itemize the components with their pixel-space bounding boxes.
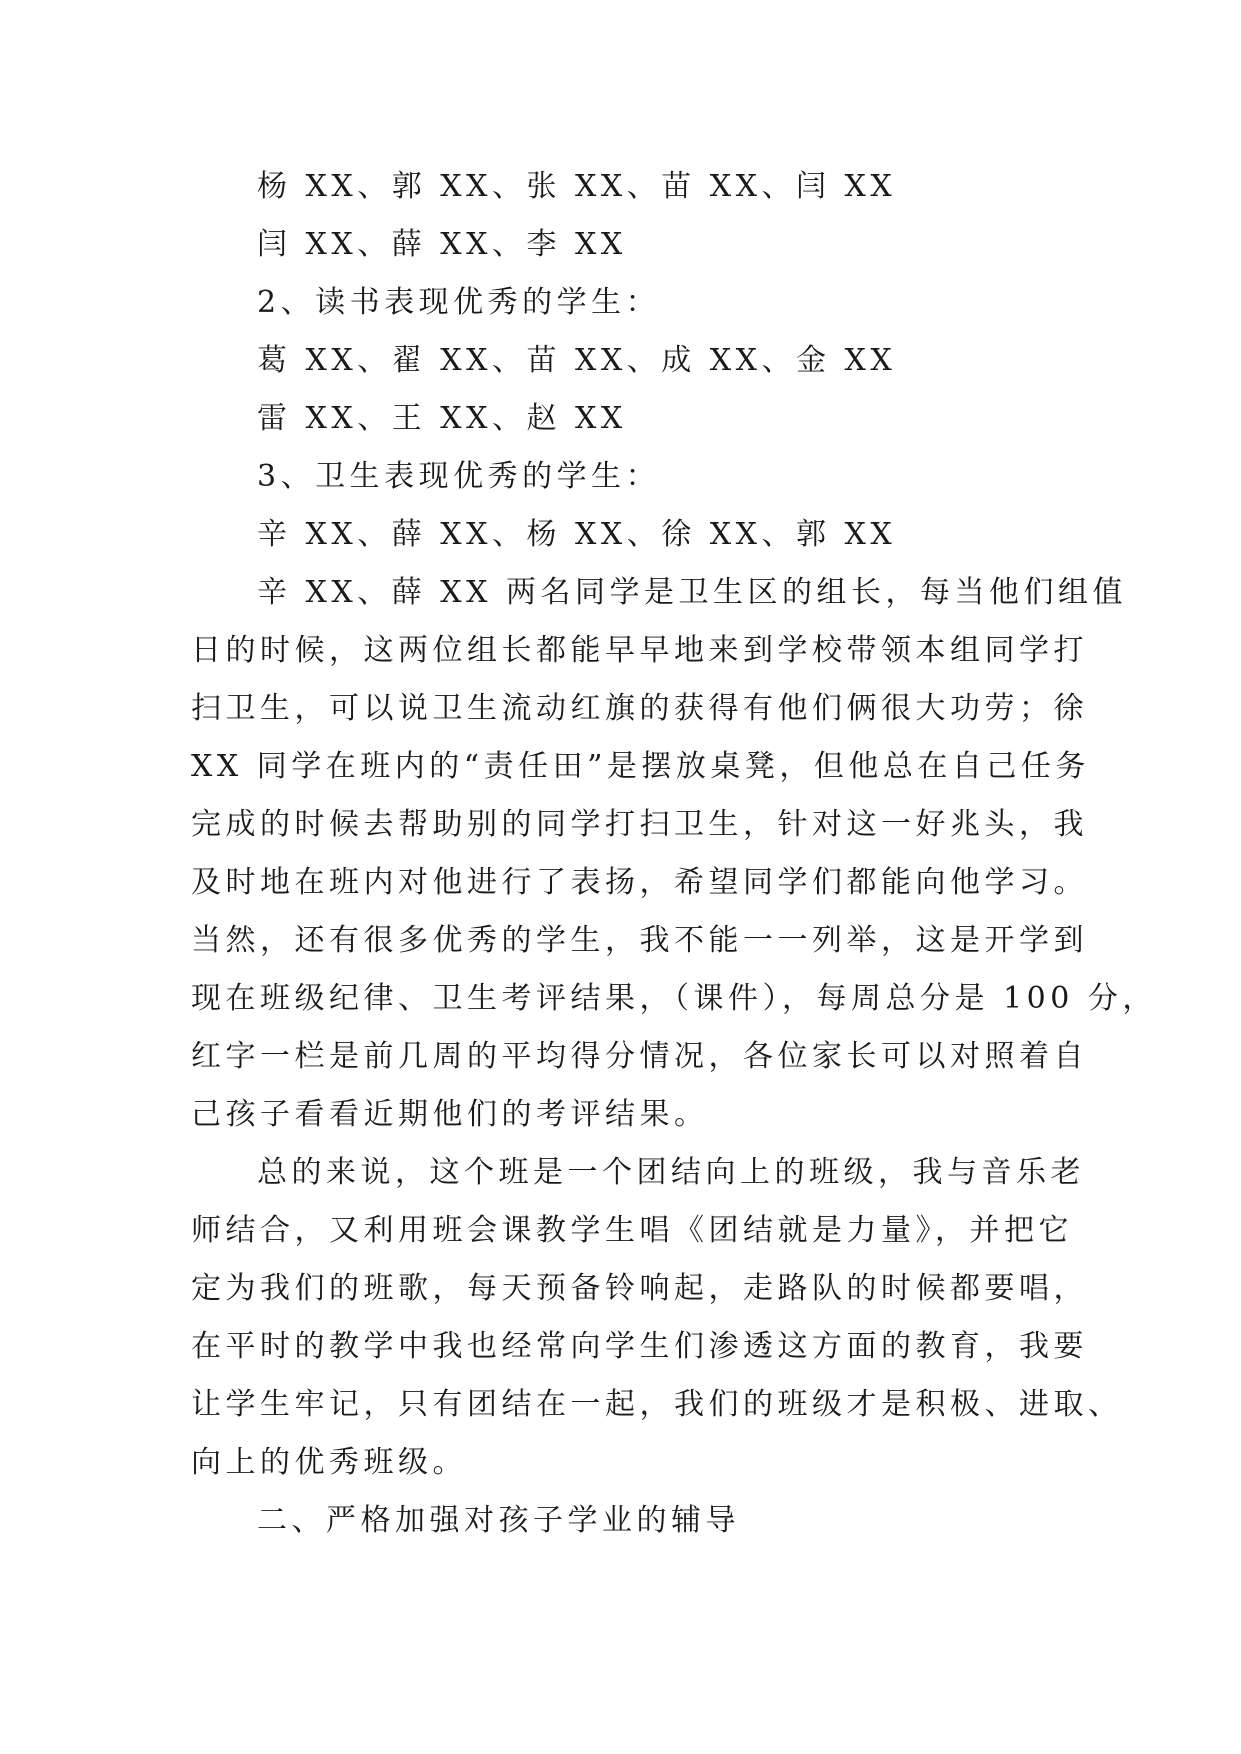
paragraph-line: 辛 XX、薛 XX 两名同学是卫生区的组长，每当他们组值 bbox=[257, 575, 1128, 610]
paragraph-line: 向上的优秀班级。 bbox=[191, 1445, 467, 1480]
paragraph-line: 师结合，又利用班会课教学生唱《团结就是力量》，并把它 bbox=[191, 1213, 1073, 1248]
paragraph-line: 定为我们的班歌，每天预备铃响起，走路队的时候都要唱， bbox=[191, 1271, 1088, 1306]
student-list-line: 辛 XX、薛 XX、杨 XX、徐 XX、郭 XX bbox=[257, 517, 897, 552]
paragraph-line: 让学生牢记，只有团结在一起，我们的班级才是积极、进取、 bbox=[191, 1387, 1123, 1422]
paragraph-line: 完成的时候去帮助别的同学打扫卫生，针对这一好兆头，我 bbox=[191, 807, 1088, 842]
paragraph-line: XX 同学在班内的“责任田”是摆放桌凳，但他总在自己任务 bbox=[191, 749, 1090, 784]
paragraph-hygiene bbox=[191, 564, 1157, 1144]
paragraph-line: 在平时的教学中我也经常向学生们渗透这方面的教育，我要 bbox=[191, 1329, 1088, 1364]
paragraph-unity bbox=[191, 1144, 1123, 1492]
student-list-line: 杨 XX、郭 XX、张 XX、苗 XX、闫 XX bbox=[257, 169, 897, 204]
paragraph-line: 总的来说，这个班是一个团结向上的班级，我与音乐老 bbox=[257, 1155, 1085, 1190]
section-heading: 二、严格加强对孩子学业的辅导 bbox=[257, 1503, 740, 1538]
paragraph-line: 及时地在班内对他进行了表扬，希望同学们都能向他学习。 bbox=[191, 865, 1088, 900]
paragraph-line: 现在班级纪律、卫生考评结果，（课件），每周总分是 100 分， bbox=[191, 981, 1157, 1016]
document-body bbox=[191, 158, 1157, 1550]
section-subheading: 2、读书表现优秀的学生： bbox=[257, 285, 661, 320]
paragraph-line: 日的时候，这两位组长都能早早地来到学校带领本组同学打 bbox=[191, 633, 1088, 668]
paragraph-line: 红字一栏是前几周的平均得分情况，各位家长可以对照着自 bbox=[191, 1039, 1088, 1074]
paragraph-line: 当然，还有很多优秀的学生，我不能一一列举，这是开学到 bbox=[191, 923, 1088, 958]
section-subheading: 3、卫生表现优秀的学生： bbox=[257, 459, 661, 494]
student-list-line: 闫 XX、薛 XX、李 XX bbox=[257, 227, 627, 262]
student-list-line: 雷 XX、王 XX、赵 XX bbox=[257, 401, 627, 436]
paragraph-line: 己孩子看看近期他们的考评结果。 bbox=[191, 1097, 709, 1132]
student-list-line: 葛 XX、翟 XX、苗 XX、成 XX、金 XX bbox=[257, 343, 897, 378]
paragraph-line: 扫卫生，可以说卫生流动红旗的获得有他们俩很大功劳；徐 bbox=[191, 691, 1088, 726]
